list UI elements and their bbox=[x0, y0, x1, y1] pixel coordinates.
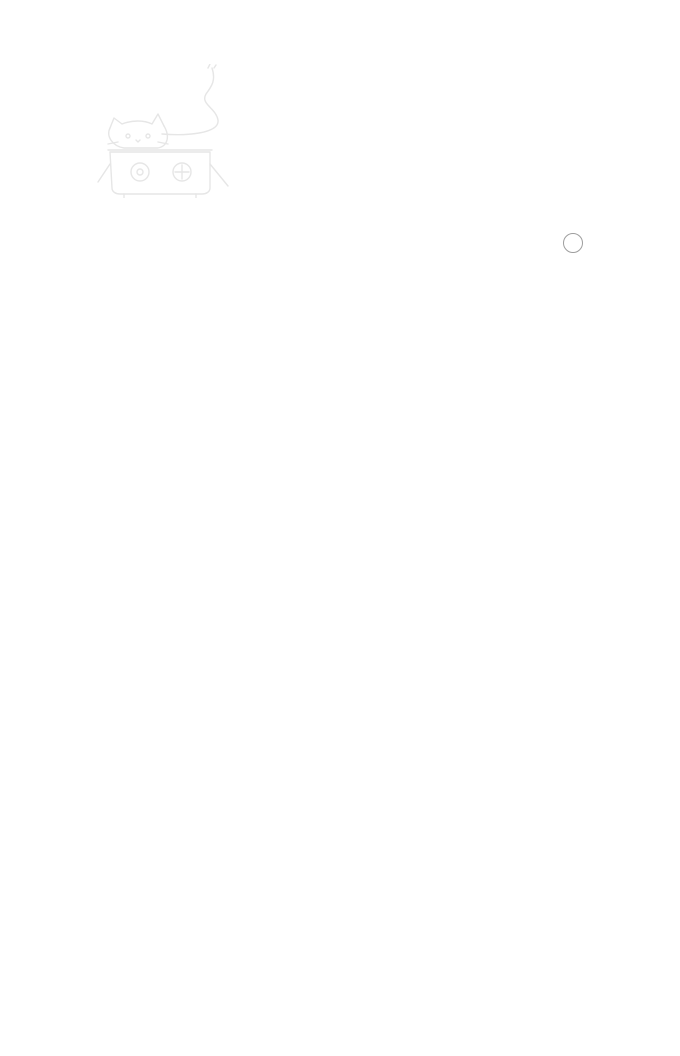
cat-robot-mascot-icon bbox=[88, 64, 240, 198]
radio-option-button[interactable] bbox=[563, 233, 583, 253]
